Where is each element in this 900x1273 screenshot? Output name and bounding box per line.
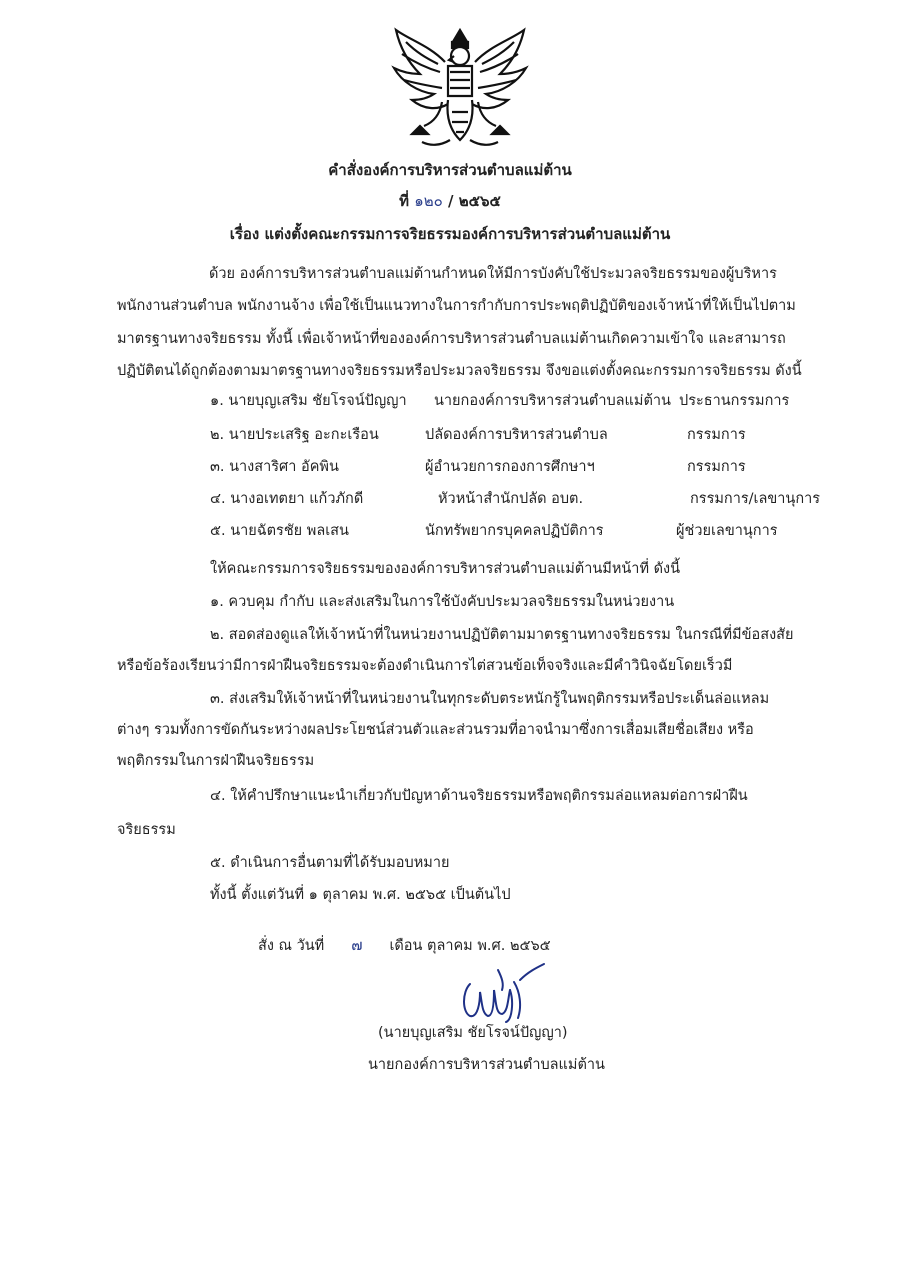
member-role: กรรมการ [687, 427, 746, 443]
member-position: นายกองค์การบริหารส่วนตำบลแม่ต้าน [434, 393, 671, 409]
member-row [0, 423, 900, 457]
intro-line: พนักงานส่วนตำบล พนักงานจ้าง เพื่อใช้เป็นแนวทางในการกำกับการประพฤติปฏิบัติของเจ้าหน้าที่ให้เป็นไปตาม [117, 298, 796, 315]
order-date-day-handwritten: ๗ [351, 936, 363, 954]
duty-item: ๓. ส่งเสริมให้เจ้าหน้าที่ในหน่วยงานในทุกระดับตระหนักรู้ในพฤติกรรมหรือประเด็นล่อแหลม [210, 691, 770, 707]
duty-item: ๕. ดำเนินการอื่นตามที่ได้รับมอบหมาย [210, 855, 450, 871]
member-row [0, 455, 900, 489]
duty-item-continued: ต่างๆ รวมทั้งการขัดกันระหว่างผลประโยชน์ส่วนตัวและส่วนรวมที่อาจนำมาซึ่งการเสื่อมเสียชื่อเสียง หรือ [117, 722, 754, 738]
order-number [0, 189, 900, 213]
garuda-emblem-icon [390, 22, 530, 150]
member-position: นักทรัพยากรบุคคลปฏิบัติการ [425, 523, 604, 539]
intro-line: ด้วย องค์การบริหารส่วนตำบลแม่ต้านกำหนดให้มีการบังคับใช้ประมวลจริยธรรมของผู้บริหาร [209, 266, 777, 282]
member-name: ๑. นายบุญเสริม ชัยโรจน์ปัญญา [210, 393, 407, 409]
member-role: ผู้ช่วยเลขานุการ [676, 523, 778, 539]
handwritten-signature-icon [458, 962, 548, 1024]
duty-item-continued: พฤติกรรมในการฝ่าฝืนจริยธรรม [117, 753, 315, 769]
intro-paragraph [117, 258, 822, 387]
signer-name: (นายบุญเสริม ชัยโรจน์ปัญญา) [378, 1025, 568, 1041]
member-row [0, 519, 900, 553]
order-date [258, 933, 551, 957]
member-role: กรรมการ [687, 459, 746, 475]
member-row [0, 487, 900, 521]
duty-item: ๒. สอดส่องดูแลให้เจ้าหน้าที่ในหน่วยงานปฏิบัติตามมาตรฐานทางจริยธรรม ในกรณีที่มีข้อสงสัย [210, 627, 794, 643]
order-subject: เรื่อง แต่งตั้งคณะกรรมการจริยธรรมองค์การบริหารส่วนตำบลแม่ต้าน [229, 225, 671, 243]
effective-date: ทั้งนี้ ตั้งแต่วันที่ ๑ ตุลาคม พ.ศ. ๒๕๖๕ เป็นต้นไป [210, 887, 511, 903]
member-position: ปลัดองค์การบริหารส่วนตำบล [425, 427, 608, 443]
member-role: ประธานกรรมการ [679, 393, 790, 409]
order-title: คำสั่งองค์การบริหารส่วนตำบลแม่ต้าน [328, 161, 572, 179]
order-number-suffix: / ๒๕๖๕ [448, 192, 501, 210]
duty-item-continued: จริยธรรม [117, 822, 176, 838]
member-name: ๒. นายประเสริฐ อะกะเรือน [210, 427, 379, 443]
duty-item: ๔. ให้คำปรึกษาแนะนำเกี่ยวกับปัญหาด้านจริยธรรมหรือพฤติกรรมล่อแหลมต่อการฝ่าฝืน [210, 788, 748, 804]
member-role: กรรมการ/เลขานุการ [690, 491, 821, 507]
member-name: ๕. นายฉัตรชัย พลเสน [210, 523, 349, 539]
order-number-prefix: ที่ [399, 192, 409, 210]
intro-line: มาตรฐานทางจริยธรรม ทั้งนี้ เพื่อเจ้าหน้าที่ขององค์การบริหารส่วนตำบลแม่ต้านเกิดความเข้าใจ และสามารถ [117, 330, 786, 347]
duty-item-continued: หรือข้อร้องเรียนว่ามีการฝ่าฝืนจริยธรรมจะต้องดำเนินการไต่สวนข้อเท็จจริงและมีคำวินิจฉัยโดยเร็วมี [117, 658, 733, 674]
signer-title: นายกองค์การบริหารส่วนตำบลแม่ต้าน [368, 1057, 605, 1073]
order-date-prefix: สั่ง ณ วันที่ [258, 938, 325, 954]
duties-intro: ให้คณะกรรมการจริยธรรมขององค์การบริหารส่วนตำบลแม่ต้านมีหน้าที่ ดังนี้ [210, 561, 681, 577]
member-name: ๓. นางสาริศา อัคพิน [210, 459, 339, 475]
member-row [0, 389, 900, 423]
member-position: หัวหน้าสำนักปลัด อบต. [438, 491, 584, 507]
member-name: ๔. นางอเทตยา แก้วภักดี [210, 491, 364, 507]
order-number-handwritten: ๑๒๐ [414, 192, 443, 210]
order-date-suffix: เดือน ตุลาคม พ.ศ. ๒๕๖๕ [389, 938, 551, 954]
duty-item: ๑. ควบคุม กำกับ และส่งเสริมในการใช้บังคับประมวลจริยธรรมในหน่วยงาน [210, 594, 675, 610]
intro-line: ปฏิบัติตนได้ถูกต้องตามมาตรฐานทางจริยธรรมหรือประมวลจริยธรรม จึงขอแต่งตั้งคณะกรรมการจริยธรรม ดังนี้ [117, 362, 802, 379]
member-position: ผู้อำนวยการกองการศึกษาฯ [425, 459, 595, 475]
